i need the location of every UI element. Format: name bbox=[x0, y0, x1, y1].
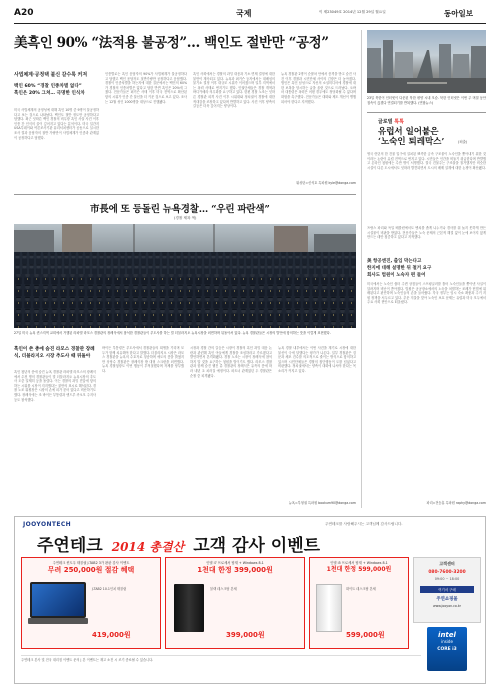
ad-title-event: 고객 감사 이벤트 bbox=[193, 536, 321, 556]
ad-title-brand: 주연테크 bbox=[37, 536, 103, 556]
photo-story-subhead: 흑인이 쏜 총에 숨진 라모스 경찰관 장례식, 더블라지오 시장 추도사 때 뒤돌아 bbox=[14, 347, 95, 359]
photo-story-headline: 市長에 또 등돌린 뉴욕경찰… “우린 파란색” bbox=[90, 204, 270, 215]
ad-footer: 주연테크 본사 및 전국 대리점 이벤트 문의 | 본 이벤트는 재고 소진 시 조기 종료될 수 있습니다. bbox=[21, 655, 421, 679]
main-subheads bbox=[14, 72, 100, 97]
sidebar-label-highlight: 톡톡 bbox=[394, 119, 404, 125]
col-divider bbox=[361, 30, 362, 508]
header-rule bbox=[14, 23, 486, 24]
police-crowd-graphic bbox=[14, 224, 356, 328]
sidebar-subhead-1: 美 항공엔진, 출입 막는다고 bbox=[367, 259, 422, 264]
sidebar-byline: 파리=전승훈 특파원 raphy@donga.com bbox=[426, 501, 486, 505]
subhead-2: 백인 60% “경찰 인종차별 없다” bbox=[14, 84, 82, 89]
page-number: A20 bbox=[14, 8, 34, 18]
desktop-black-image bbox=[174, 584, 204, 632]
product-2-name: 블랙 데스크탑 본체 bbox=[210, 587, 237, 591]
section-name: 국제 bbox=[236, 9, 252, 18]
shop-url[interactable]: www.jooyon.co.kr bbox=[432, 604, 461, 608]
sidebar-photo-caption: 23일 북한이 인터넷이 다운된 북한 평양 시내 모습. 북한 인터넷은 이번 주 며칠 동안 접속이 끊겼다 연결되기를 반복했다. (연합뉴스) bbox=[367, 96, 486, 105]
photo-caption: 27일 미국 뉴욕 퀸스지역 교회에서 거행된 라파엘 라모스 경찰관의 장례식에서 참석한 경찰관들이 추도사를 하는 빌 더블라지오 뉴욕시장을 외면하며 뒤돌아서 있다. 뉴욕 경찰관들은 시장의 발언에 항의하는 뜻을 이렇게 표현했다. bbox=[14, 331, 331, 335]
sidebar-body-2: 프랑스 파리와 독일 베를린에서도 벤치를 좁게 나누거나 경사를 줘 눕지 못하게 만든 시설물이 비판을 받았다. 전문가들은 노숙 문제의 근본적 해결 없이 눈에 보이지 않게 만드는 데만 집중하고 있다고 지적했다. bbox=[367, 226, 486, 240]
page-header bbox=[14, 8, 486, 24]
sidebar-title-2: ‘노숙인 퇴레막스’ bbox=[378, 137, 445, 147]
city-scene-graphic bbox=[367, 30, 486, 93]
sidebar-subhead-3: 회사도 법원이 노숙자 편 들어 bbox=[367, 273, 426, 278]
sidebar-photo bbox=[367, 30, 486, 93]
funeral-photo bbox=[14, 224, 356, 328]
intel-inside-text: inside bbox=[441, 639, 453, 644]
offer-3[interactable] bbox=[309, 557, 409, 649]
sidebar-subhead-2: 한지에 대해 설명한 뒤 철거 요구 bbox=[367, 266, 432, 271]
intel-badge bbox=[427, 627, 467, 671]
offer-1[interactable] bbox=[21, 557, 161, 649]
main-headline: 美흑인 90% “法적용 불공정”… 백인도 절반만 “공정” bbox=[14, 35, 329, 51]
main-body-col2: 인종별로는 흑인 응답자의 90%가 사법체계가 불공정하다고 답했고 백인 응답자도 절반가량만 공정하다고 응답했다. 경찰이 인종차별을 하는지에 대한 질문에서는 백인의 60%가 경찰의 인종차별은 없다고 답한 반면 흑인은 20%에 그쳤다. 전문가들은 퍼거슨 사태 이후 미국 전역으로 확산된 항의 시위가 인종 간 불신을 더 키운 것으로 보고 있다. 조사는 12월 성인 1000명을 대상으로 진행됐다. bbox=[105, 72, 187, 104]
product-3-price: 599,000원 bbox=[346, 631, 385, 639]
contact-title: 고객센터 bbox=[439, 561, 455, 566]
jooyon-ad bbox=[14, 516, 486, 684]
ad-title-year: 2014 총결산 bbox=[111, 540, 185, 554]
sidebar-title-note: (퇴출) bbox=[458, 140, 468, 144]
subhead-1: 사법체계·공정택 불신 갈수록 커져 bbox=[14, 72, 88, 78]
shop-label: 여기서 구매 bbox=[420, 586, 474, 593]
contact-phone[interactable]: 080-7600-3200 bbox=[428, 570, 466, 575]
main-body-col1: 미국 사법체계의 공정성에 대해 흑인 10명 중 9명이 불공정하다고 보는 것으로 나타났다. 백인도 절반 정도만 공정하다고 답했다. 최근 잇따른 백인 경찰의 비무장 흑인 사살 사건 이후 인종 간 인식의 골이 깊어지고 있다는 분석이다. 미국 일간지 USA투데이와 여론조사기관 퓨리서치센터가 공동으로 실시한 조사 결과 응답자의 절반 가량만이 사법체계가 인종과 관계없이 공정하다고 답했다. bbox=[14, 108, 99, 140]
offer-3-price: 1천대 한정 599,000원 bbox=[326, 566, 392, 573]
contact-hours: 09:00 ~ 18:00 bbox=[434, 577, 460, 581]
photo-story-byline: 뉴욕=부형권 특파원 bookum90@donga.com bbox=[288, 501, 356, 505]
sidebar-body-3: 미국에서는 노숙인 쉼터 주변 상점들이 스프링클러를 틀어 노숙인들을 쫓아낸 사실이 알려지며 비난이 쏟아졌다. 법원은 공공장소에서의 노숙을 처벌하는 조례가 헌법에 위배된다고 판단하며 노숙인들의 손을 들어줬다. 각국 정부는 임시 숙소 확충과 주거 지원 정책을 서두르고 있다. 추운 겨울을 맞아 노숙인 보호 문제는 유럽과 미국 모두에서 주요 사회 현안으로 떠올랐다. bbox=[367, 282, 486, 305]
photo-story-top-rule bbox=[14, 194, 356, 195]
product-1-name: J-TAB2 10.1인치 태블릿 bbox=[92, 587, 127, 591]
desktop-white-image bbox=[316, 584, 342, 632]
photo-story-subtitle: (경찰 제복 색) bbox=[174, 216, 197, 220]
ad-title bbox=[37, 531, 320, 556]
photo-story-col3: 시장과 경찰 간의 갈등은 시장이 경찰의 흑인 과잉 대응 논란과 관련해 흑인 아들에게 경찰을 조심하라고 가르쳤다고 발언하면서 본격화됐다. 경찰 노조는 시장이 장례식에 참석하지 말 것을 요구하는 청원을 벌이기도 했다. 라모스 경찰관과 함께 숨진 웬진 류 경찰관의 장례식은 유족의 뜻에 따라 내년 초 치러질 예정이다. 파트너 관계였던 두 경찰관은 순찰 중 피격됐다. bbox=[190, 346, 272, 378]
photo-story-col4: 뉴욕 경찰 내부에서는 이번 사건을 계기로 시장에 대한 불신이 극에 달했다는 평가가 나온다. 일부 경찰관은 검문과 체포 건수를 의도적으로 줄이는 방식으로 항의하고 있으며 시민단체들은 경찰의 집단행동이 도를 넘었다고 비판했다. 정치권에서는 양측이 대화에 나서야 한다는 목소리가 커지고 있다. bbox=[278, 346, 356, 373]
offer-3-head: 인텔 i5 프로세서 탑재 + Windows 8.1 bbox=[330, 561, 388, 565]
sidebar-rule bbox=[367, 112, 486, 113]
product-1-price: 419,000원 bbox=[92, 631, 131, 639]
paper-name: 동아일보 bbox=[444, 9, 473, 18]
intel-core-text: CORE i3 bbox=[437, 647, 457, 652]
sidebar-headline bbox=[378, 127, 478, 147]
offer-1-price: 무려 250,000원 절감 혜택 bbox=[47, 566, 135, 574]
sidebar-subheads bbox=[367, 258, 486, 279]
ad-contact-panel bbox=[413, 557, 481, 623]
offer-2-price: 1천대 한정 399,000원 bbox=[197, 566, 273, 574]
ad-brand: JOOYONTECH bbox=[23, 521, 72, 528]
photo-story-col2: 바이든 부통령은 추도사에서 경찰관들의 희생을 기리며 모두가 함께 치유해야 한다고 말했다. 더블라지오 시장은 라모스 경찰관을 뉴욕의 수호자로 칭송하며 애도의 뜻을 밝혔지만 상당수 경찰관은 장례식장 밖 대형 스크린을 외면했다. 뉴욕 경찰청장도 이번 행동이 부적절했다며 자제를 당부했다. bbox=[102, 346, 184, 373]
main-byline: 워싱턴=신석호 특파원 kyle@donga.com bbox=[296, 181, 356, 185]
offer-1-head: 주연테크 윈도우 태블릿 J-TAB2 3가 완판 감사 이벤트 bbox=[52, 561, 130, 565]
tablet-image bbox=[30, 582, 86, 618]
subhead-3: 흑인은 20% 그쳐… 극명한 인식차 bbox=[14, 91, 85, 96]
photo-story-col1: 흑인 청년의 총에 숨진 뉴욕 경찰관 라파엘 라모스의 장례식에서 수천 명의 경찰관들이 빌 더블라지오 뉴욕시장의 추도사 도중 일제히 등을 돌렸다. 이는 경찰의 과잉 진압에 항의하는 시위를 시장이 지지했다는 불만의 표시로 해석된다. 경찰 노조 위원장은 시장의 손에 피가 묻어 있다고 비난하기도 했다. 장례식에는 조 바이든 부통령과 앤드루 쿠오모 주지사 등도 참석했다. bbox=[14, 370, 96, 402]
offer-2[interactable] bbox=[165, 557, 305, 649]
product-2-price: 399,000원 bbox=[226, 631, 265, 639]
sidebar-label-text: 글로벌 bbox=[378, 119, 393, 125]
product-3-name: 화이트 데스크탑 본체 bbox=[346, 587, 376, 591]
main-body-col4: 뉴욕 경찰관 2명이 순찰차 안에서 총격을 받고 숨진 사건 이후 경찰과 시민단체 사이의 긴장은 더 높아졌다. 범인은 흑인 남성으로 자신의 소셜미디어에 경찰에 대한 보복을 암시하는 글을 올린 것으로 드러났다. 오바마 대통령은 폭력은 어떤 경우에도 정당화될 수 없다며 화합을 촉구했다. 전문가들은 대화와 제도 개선이 병행되어야 한다고 지적했다. bbox=[281, 72, 356, 104]
issue-info: 이 제23049호 2014년 12월 29일 월요일 bbox=[319, 10, 386, 14]
main-body-col3: 흑인 사회에서는 경찰의 과잉 대응과 기소 면제 결정에 대한 불만이 계속되고 있다. 뉴욕과 퍼거슨 등지에서는 대배심의 불기소 결정 이후 대규모 시위가 이어졌으며 일부 지역에서는 폭력 사태로 번지기도 했다. 인권단체들은 경찰 개혁과 바디카메라 의무화를 요구하고 있다. 한편 경찰 노조는 잇따른 경찰관 피격 사건 이후 시위대와 정치권이 경찰에 대한 적대감을 조장하고 있다며 반발하고 있다. 사건 이후 양측의 갈등은 더욱 깊어지는 양상이다. bbox=[193, 72, 275, 109]
ad-brand-note: 주연테크를 사랑해주시는 고객님께 감사드립니다. bbox=[325, 522, 403, 526]
sidebar-label bbox=[378, 118, 404, 125]
sidebar-title-1: 유럽서 일어붙은 bbox=[378, 127, 439, 137]
offer-2-head: 인텔 i7 프로세서 탑재 + Windows 8.1 bbox=[206, 561, 264, 565]
sidebar-body-1: 영국 런던의 한 건물 입구에 설치된 뾰족한 금속 구조물이 노숙인을 쫓아내기 위한 것이라는 논란이 유럽 전역으로 번지고 있다. 시민들은 인간을 비둘기 취급한다며 반발했고 온라인 청원에는 수만 명이 서명했다. 결국 건물주는 구조물을 철거했지만 비슷한 시설이 다른 도시에서도 잇따라 발견되면서 도시의 배제 설계에 대한 논쟁이 확산됐다. bbox=[367, 152, 486, 170]
tablet-keyboard bbox=[28, 618, 88, 624]
intel-logo-text: intel bbox=[438, 631, 456, 639]
shop-name[interactable]: 주연쇼핑몰 bbox=[436, 597, 458, 602]
